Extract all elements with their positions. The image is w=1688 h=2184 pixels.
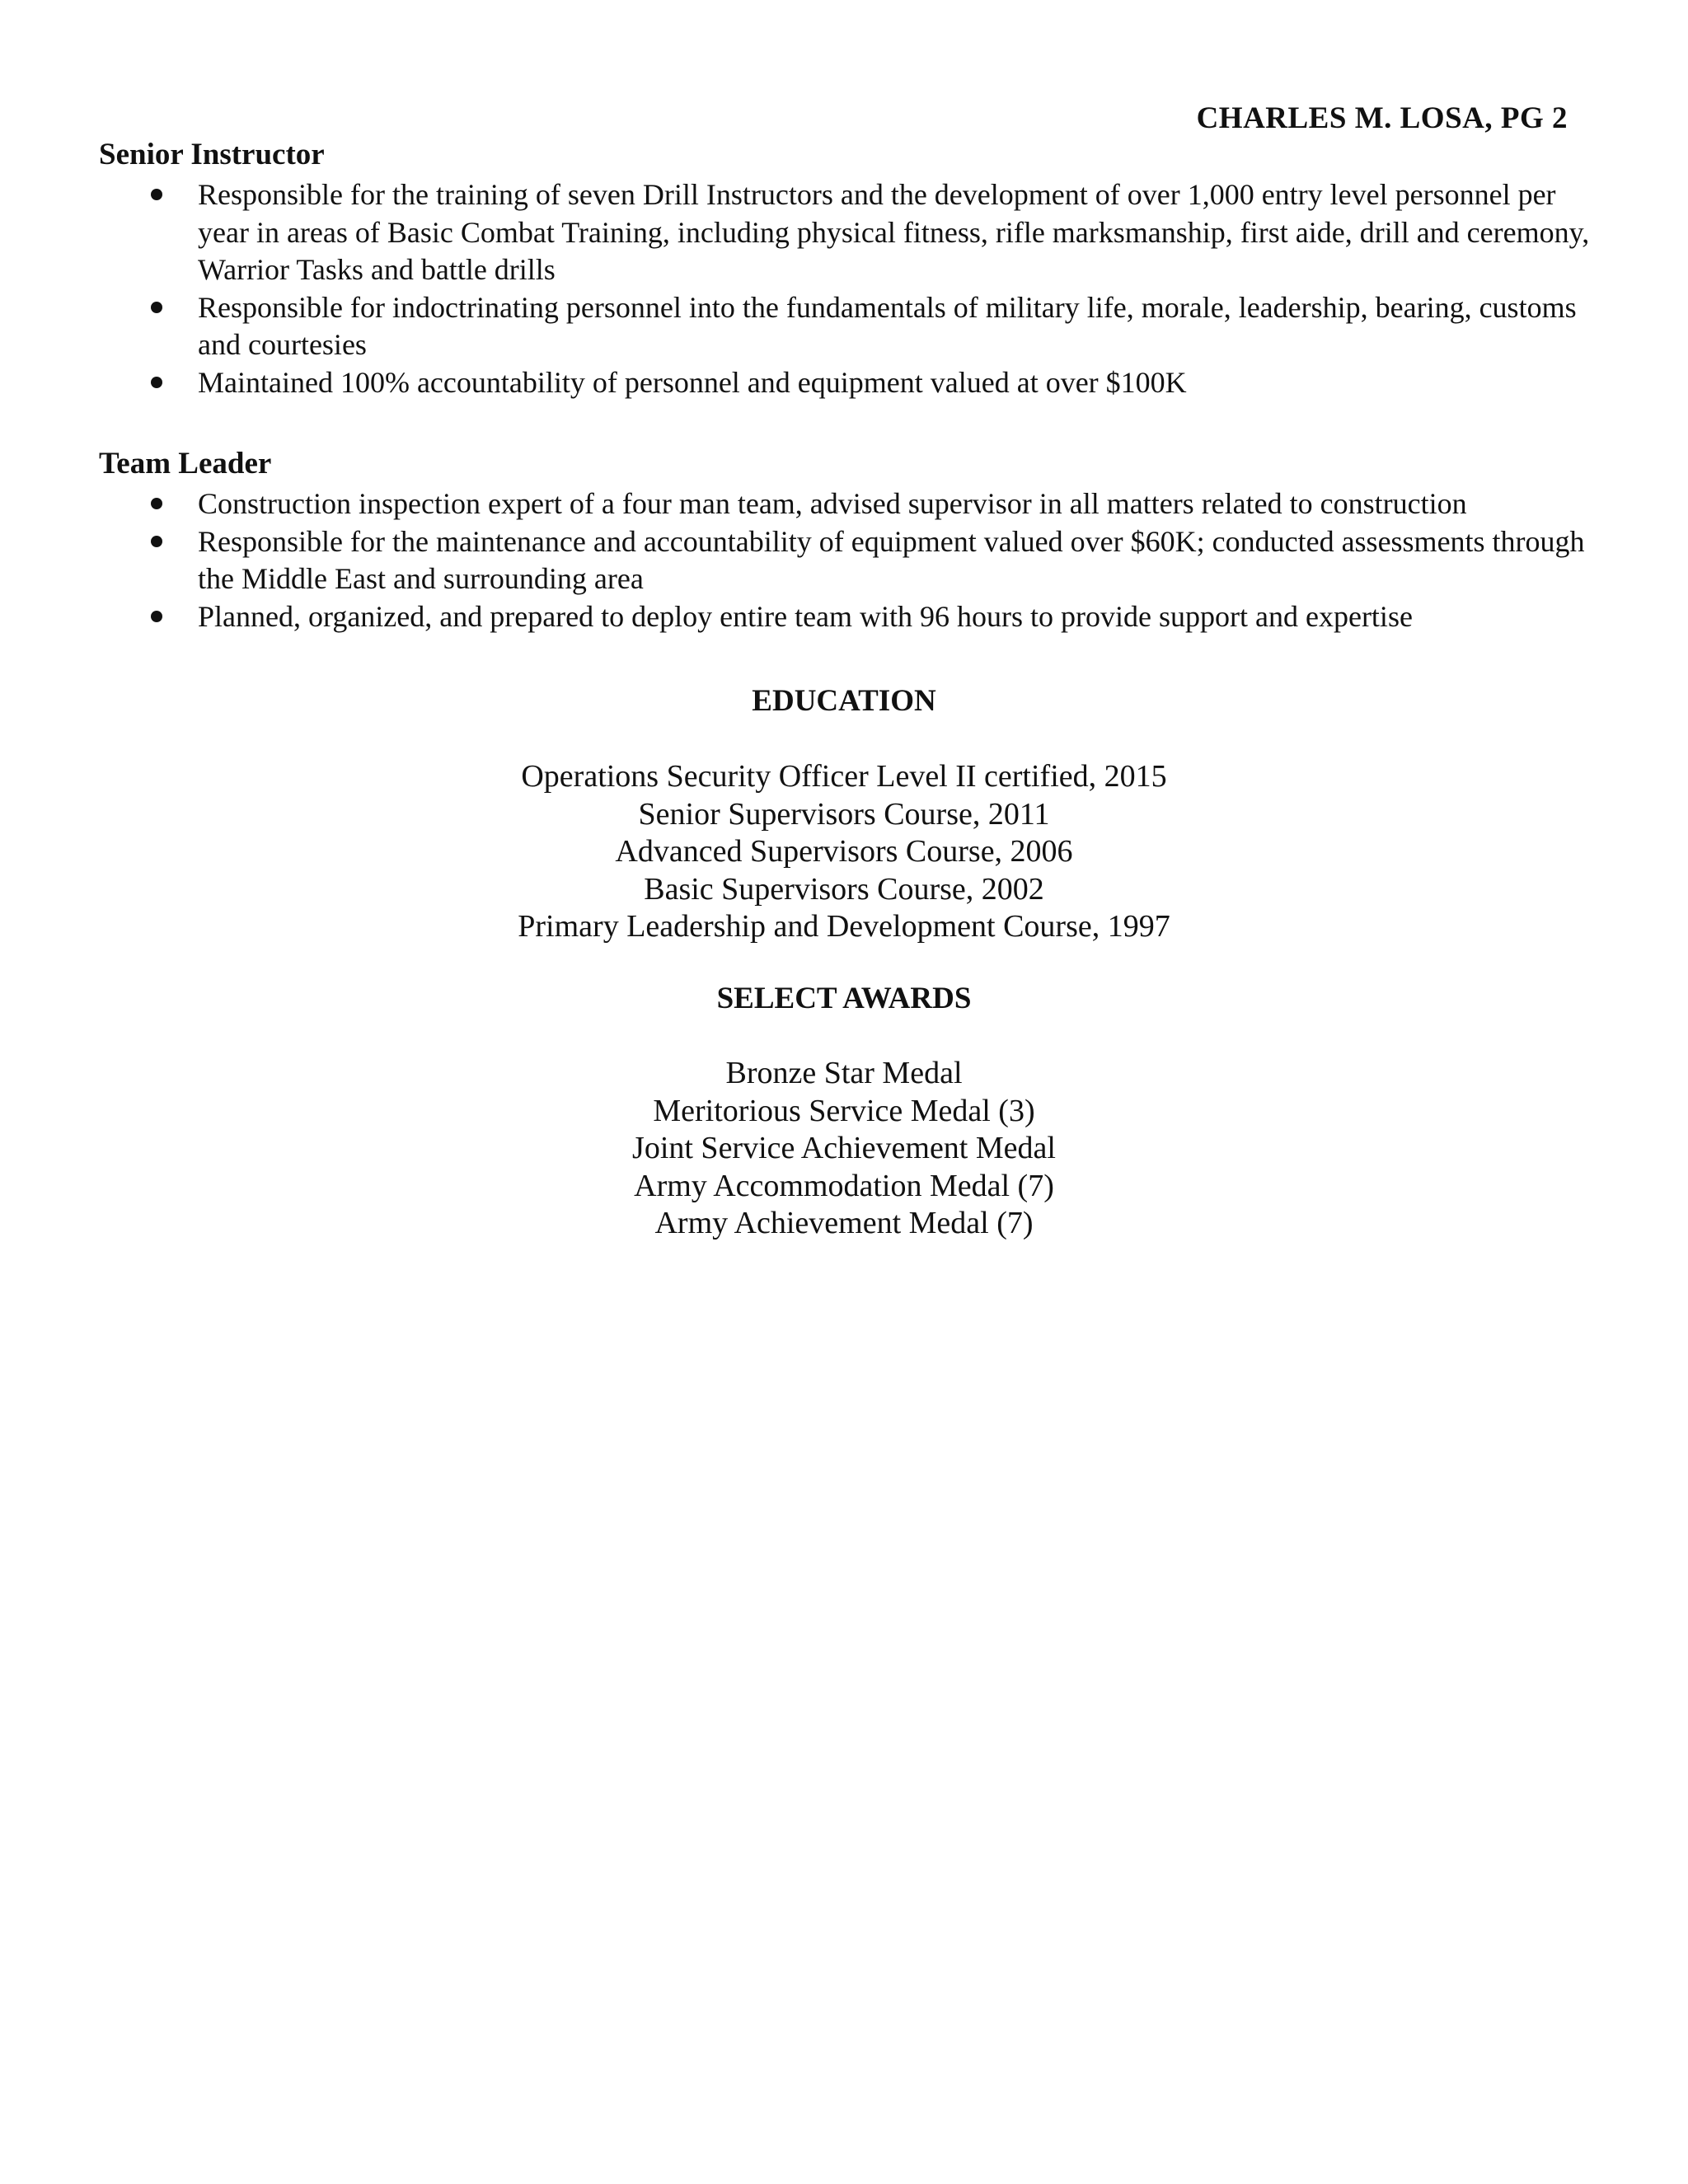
bullet-icon (151, 611, 162, 622)
bullet-text: Construction inspection expert of a four man team, advised supervisor in all matters related to construction (198, 487, 1467, 520)
bullet-icon (151, 498, 162, 509)
bullet-icon (151, 536, 162, 547)
award-item: Meritorious Service Medal (3) (653, 1093, 1035, 1128)
education-heading: EDUCATION (752, 684, 936, 718)
bullet-item (99, 364, 1599, 402)
education-item: Advanced Supervisors Course, 2006 (615, 834, 1073, 869)
bullet-list (99, 176, 1599, 401)
bullet-item (99, 523, 1599, 598)
award-item: Army Achievement Medal (7) (654, 1206, 1034, 1240)
job-senior-instructor (99, 134, 1599, 401)
bullet-text: Responsible for the maintenance and accountability of equipment valued over $60K; conducted assessments through the Middle East and surrounding area (198, 524, 1585, 595)
job-title: Team Leader (99, 447, 272, 480)
bullet-text: Responsible for indoctrinating personnel into the fundamentals of military life, morale, leadership, bearing, customs and courtesies (198, 290, 1577, 361)
bullet-item (99, 485, 1599, 523)
award-item: Bronze Star Medal (725, 1056, 963, 1090)
bullet-item (99, 176, 1599, 289)
bullet-item (99, 598, 1599, 636)
bullet-icon (151, 189, 162, 200)
education-item: Operations Security Officer Level II certified, 2015 (521, 759, 1167, 794)
bullet-icon (151, 302, 162, 313)
page-header-name: CHARLES M. LOSA, PG 2 (1196, 101, 1568, 135)
education-item: Primary Leadership and Development Course, 1997 (518, 909, 1170, 944)
bullet-item (99, 289, 1599, 364)
awards-list (0, 1055, 1688, 1243)
bullet-text: Maintained 100% accountability of personnel and equipment valued at over $100K (198, 365, 1187, 399)
job-team-leader (99, 443, 1599, 635)
job-title: Senior Instructor (99, 138, 325, 171)
award-item: Joint Service Achievement Medal (632, 1131, 1056, 1165)
bullet-text: Planned, organized, and prepared to deploy entire team with 96 hours to provide support and expertise (198, 599, 1413, 633)
bullet-icon (151, 377, 162, 388)
education-item: Basic Supervisors Course, 2002 (644, 871, 1044, 907)
awards-heading: SELECT AWARDS (716, 982, 972, 1015)
education-list (0, 758, 1688, 946)
award-item: Army Accommodation Medal (7) (634, 1168, 1054, 1203)
education-item: Senior Supervisors Course, 2011 (638, 796, 1050, 832)
bullet-text: Responsible for the training of seven Drill Instructors and the development of over 1,000 entry level personnel per year in areas of Basic Combat Training, including physical fitness, rifle marksmanship, first aide, drill and ceremony, Warrior Tasks and battle drills (198, 178, 1590, 286)
bullet-list (99, 485, 1599, 635)
